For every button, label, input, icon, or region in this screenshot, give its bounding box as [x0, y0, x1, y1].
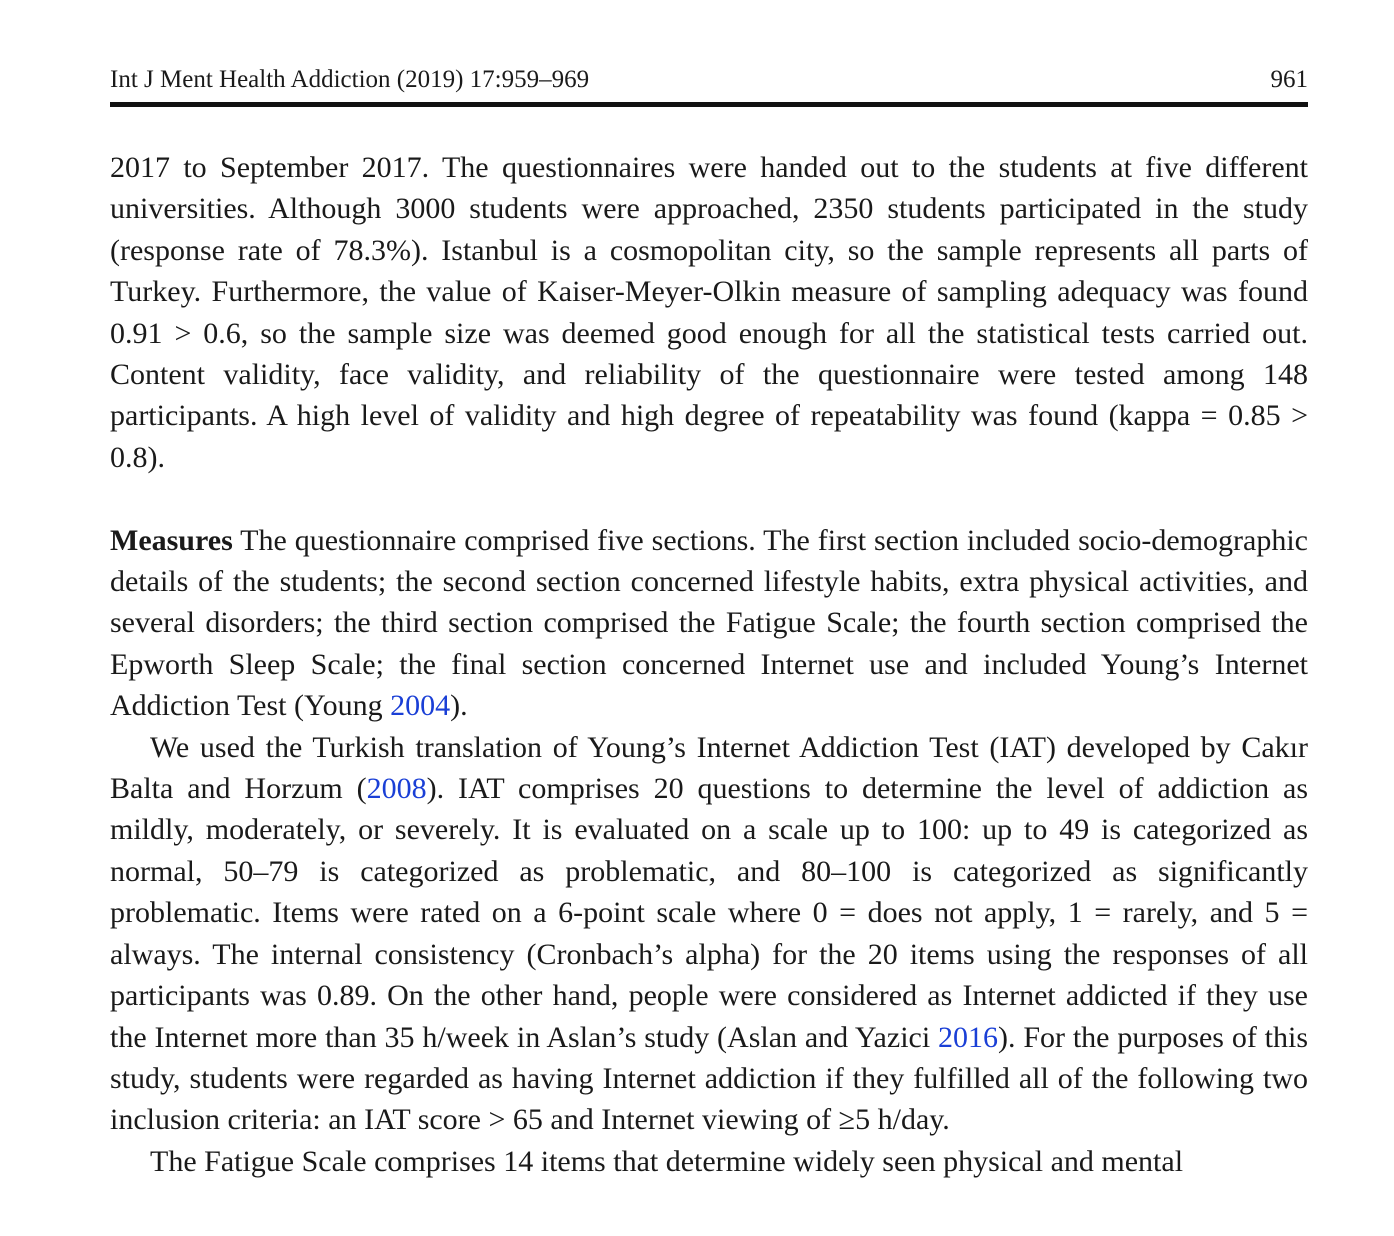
running-header	[110, 60, 1308, 100]
paragraph-sample: 2017 to September 2017. The questionnaires were handed out to the students at five different universities. Although 3000 students were approached, 2350 students participated in the study (response rate of 78.3%). Istanbul is a cosmopolitan city, so the sample represents all parts of Turkey. Furthermore, the value of Kaiser-Meyer-Olkin measure of sampling adequacy was found 0.91 > 0.6, so the sample size was deemed good enough for all the statistical tests carried out. Content validity, face validity, and reliability of the questionnaire were tested among 148 participants. A high level of validity and high degree of repeatability was found (kappa = 0.85 > 0.8).	[110, 151, 1308, 474]
article-body	[110, 147, 1308, 1182]
citation-link-young-2004[interactable]: 2004	[390, 689, 451, 723]
iat-text-end: ). For the purposes of this study, students were regarded as having Internet addiction if they fulfilled all of the following two inclusion criteria: an IAT score > 65 and Internet viewing of ≥5 h/day.	[110, 1020, 1308, 1137]
section-heading-measures: Measures	[110, 523, 233, 557]
paragraph-iat	[110, 727, 1308, 1141]
measures-text-end: ).	[450, 689, 468, 723]
page-number: 961	[1270, 66, 1308, 93]
measures-text: The questionnaire comprised five sections. The first section included socio-demographic details of the students; the second section concerned lifestyle habits, extra physical activities, and several disorders; the third section comprised the Fatigue Scale; the fourth section comprised the Epworth Sleep Scale; the final section concerned Internet use and included Young’s Internet Addiction Test (Young	[110, 523, 1308, 723]
iat-text: We used the Turkish translation of Young’s Internet Addiction Test (IAT) developed by Cakır Balta and Horzum (	[110, 730, 1308, 806]
paragraph-fatigue-scale: The Fatigue Scale comprises 14 items that determine widely seen physical and mental	[150, 1144, 1184, 1178]
citation-link-aslan-yazici-2016[interactable]: 2016	[938, 1020, 999, 1054]
journal-citation: Int J Ment Health Addiction (2019) 17:959–969	[110, 66, 590, 93]
iat-text-middle: ). IAT comprises 20 questions to determine the level of addiction as mildly, moderately, or severely. It is evaluated on a scale up to 100: up to 49 is categorized as normal, 50–79 is categorized as problematic, and 80–100 is categorized as significantly problematic. Items were rated on a 6-point scale where 0 = does not apply, 1 = rarely, and 5 = always. The internal consistency (Cronbach’s alpha) for the 20 items using the responses of all participants was 0.89. On the other hand, people were considered as Internet addicted if they use the Internet more than 35 h/week in Aslan’s study (Aslan and Yazici	[110, 772, 1308, 1054]
citation-link-balta-horzum-2008[interactable]: 2008	[366, 772, 427, 806]
header-rule	[110, 102, 1308, 107]
paragraph-measures	[110, 520, 1308, 727]
article-page	[110, 60, 1308, 1182]
